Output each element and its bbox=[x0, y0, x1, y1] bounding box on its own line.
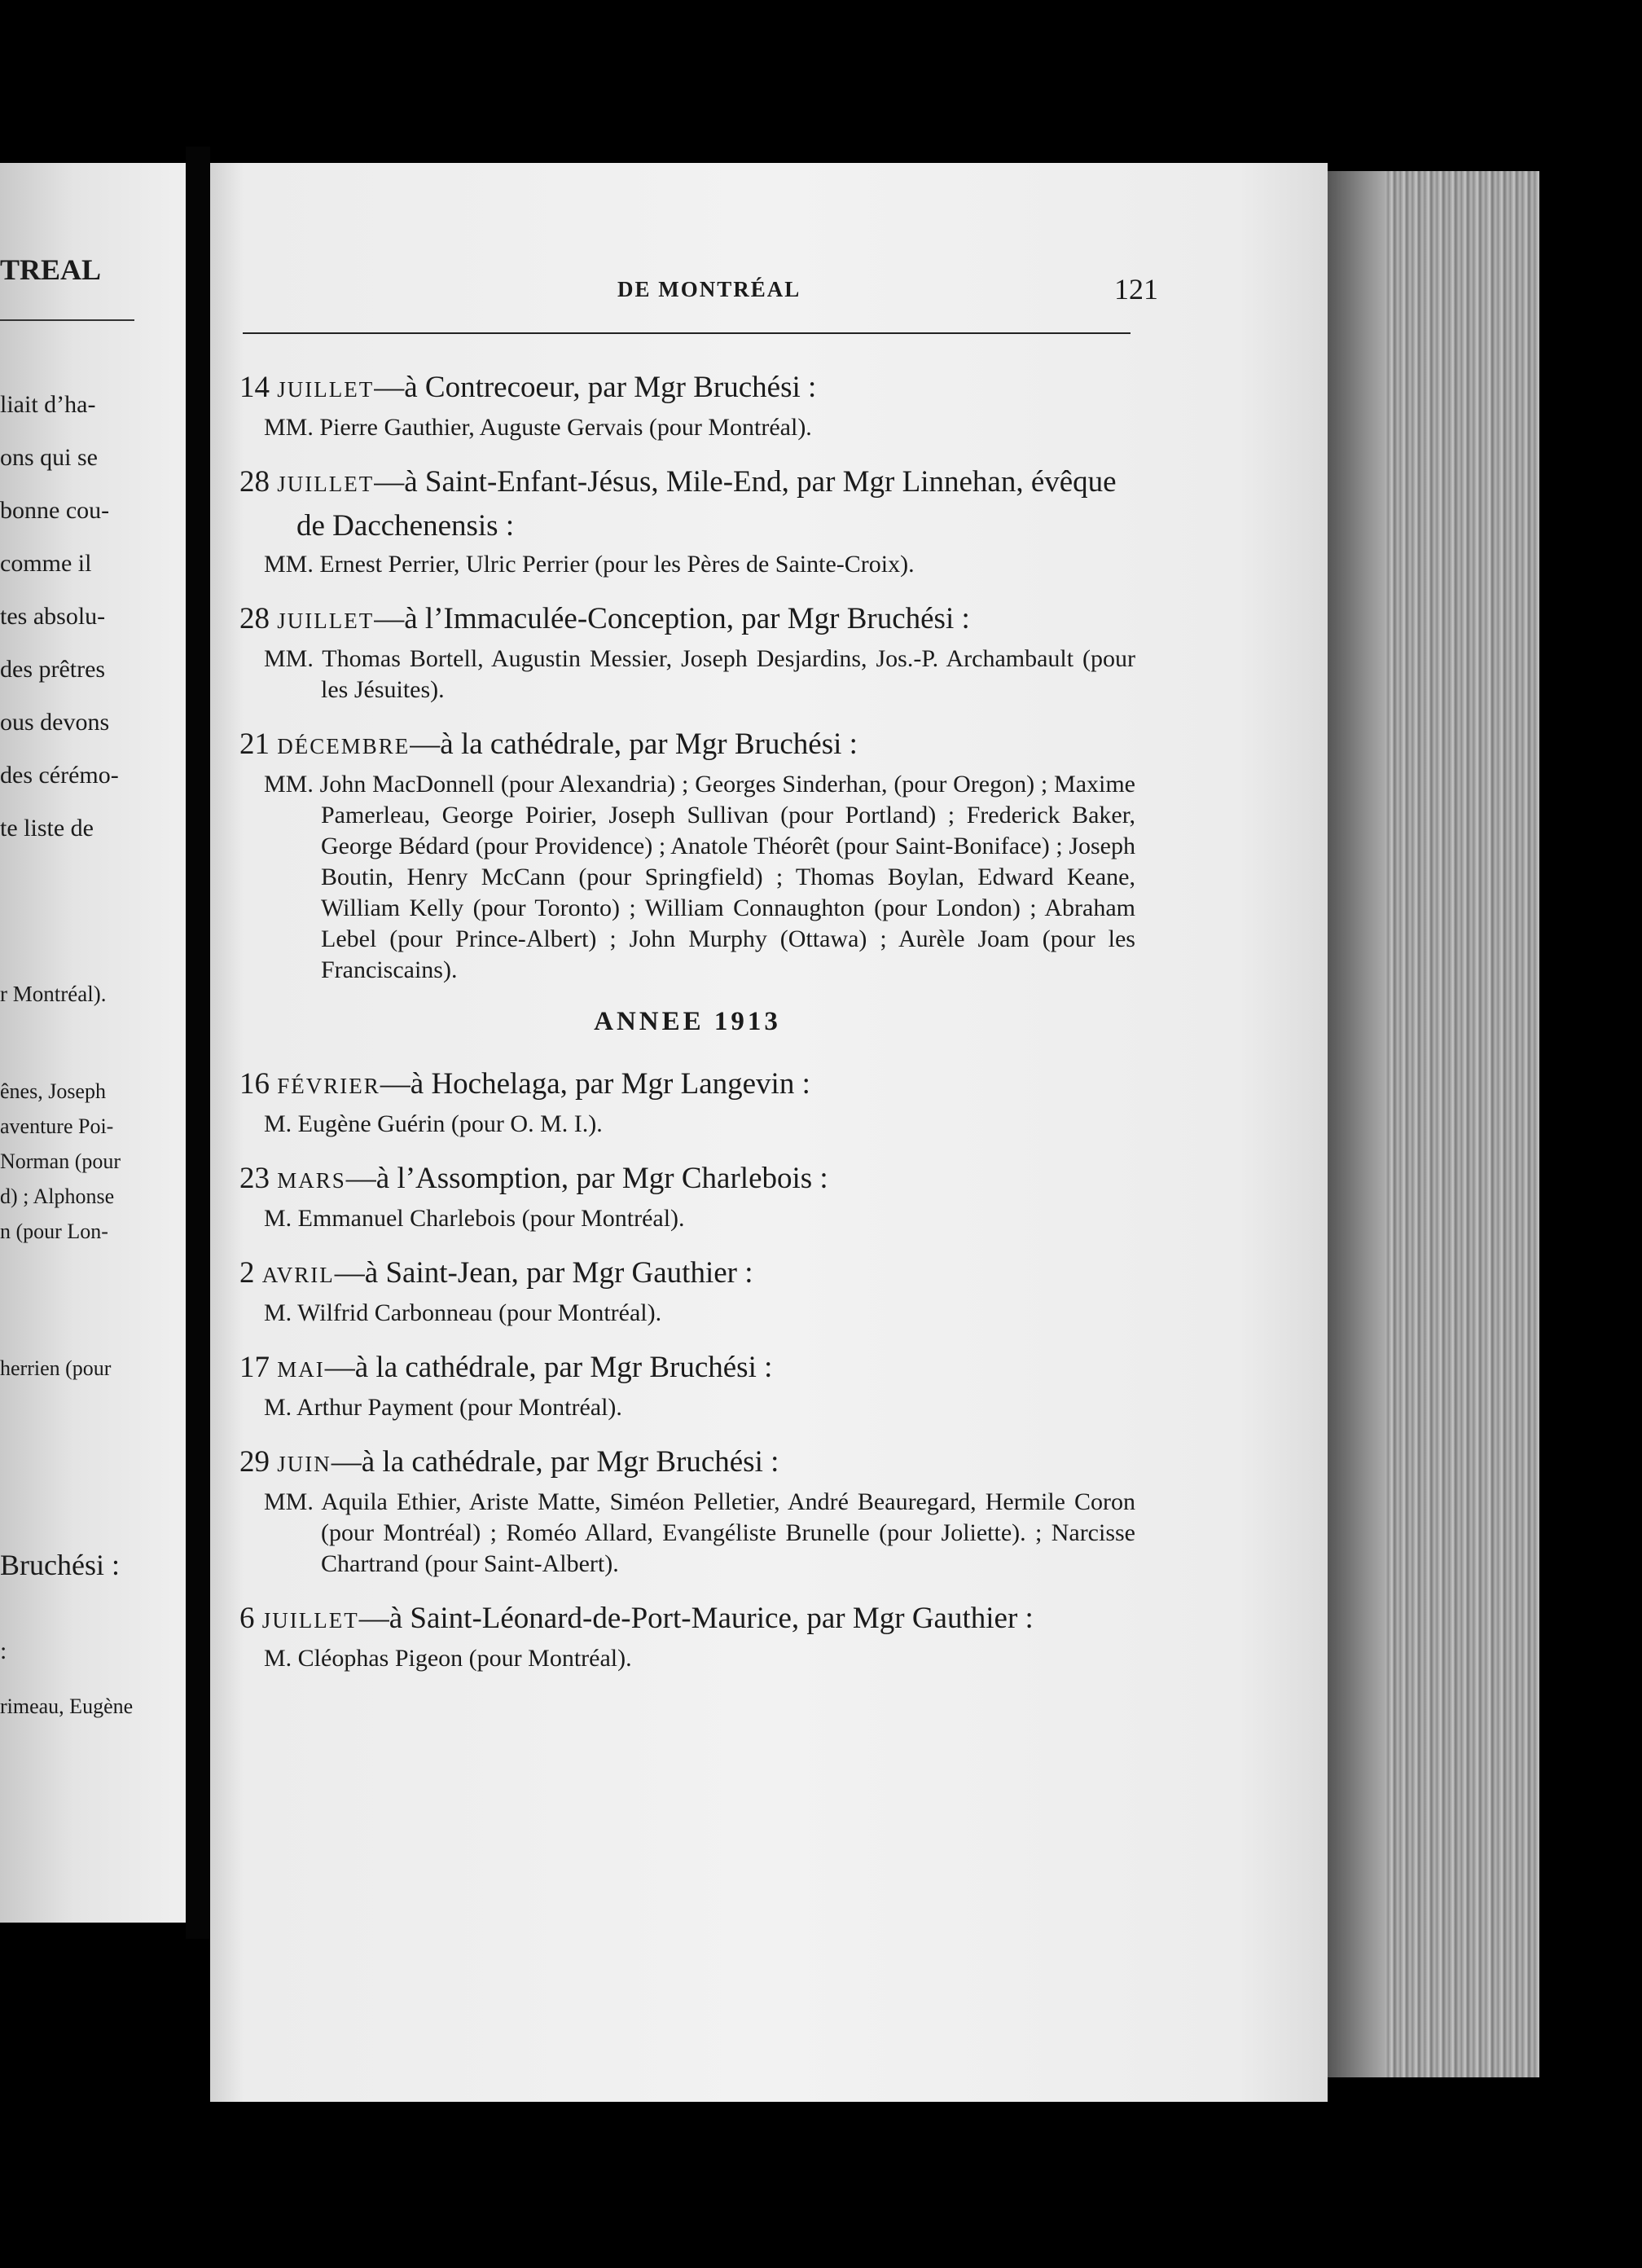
left-page-line: bonne cou- bbox=[0, 497, 110, 524]
entry-month: JUIN bbox=[277, 1452, 331, 1476]
page-edges-shadow bbox=[1328, 171, 1385, 2077]
left-page-line: ênes, Joseph bbox=[0, 1079, 106, 1103]
entry-month: JUILLET bbox=[277, 377, 375, 402]
entry-heading bbox=[239, 1347, 1135, 1391]
header-rule bbox=[243, 332, 1131, 334]
entry-day: 14 bbox=[239, 371, 270, 404]
entry-names: MM. Thomas Bortell, Augustin Messier, Joseph Desjardins, Jos.-P. Archambault (pour les Jésuites). bbox=[264, 645, 1135, 703]
entry-place: —à la cathédrale, par Mgr Bruchési : bbox=[331, 1445, 779, 1479]
entry-heading bbox=[239, 367, 1135, 411]
entry-place: —à la cathédrale, par Mgr Bruchési : bbox=[324, 1351, 773, 1384]
left-page-line: aventure Poi- bbox=[0, 1114, 114, 1138]
entry-place: —à Saint-Enfant-Jésus, Mile-End, par Mgr Linnehan, évêque de Dacchenensis : bbox=[296, 465, 1117, 543]
left-page bbox=[0, 163, 186, 1923]
entry-month: FÉVRIER bbox=[277, 1074, 380, 1098]
entry-day: 23 bbox=[239, 1162, 270, 1195]
entry-day: 21 bbox=[239, 727, 270, 761]
entry-heading bbox=[239, 1063, 1135, 1107]
ordination-entry bbox=[239, 1158, 1135, 1234]
entry-heading bbox=[239, 598, 1135, 642]
left-page-line: des cérémo- bbox=[0, 762, 119, 789]
left-page-line: r Montréal). bbox=[0, 982, 107, 1006]
entries-1912 bbox=[239, 367, 1135, 986]
left-page-line: : bbox=[0, 1637, 7, 1664]
entry-day: 29 bbox=[239, 1445, 270, 1479]
entry-month: JUILLET bbox=[277, 472, 375, 496]
year-heading: ANNEE 1913 bbox=[594, 1007, 781, 1036]
entry-day: 28 bbox=[239, 465, 270, 499]
running-head: DE MONTRÉAL bbox=[617, 277, 801, 301]
ordination-entry bbox=[239, 598, 1135, 705]
ordination-entry bbox=[239, 1598, 1135, 1674]
entry-day: 2 bbox=[239, 1256, 255, 1290]
page-number: 121 bbox=[1114, 273, 1158, 305]
entry-names: M. Emmanuel Charlebois (pour Montréal). bbox=[264, 1205, 685, 1232]
book-gutter bbox=[186, 147, 210, 1939]
ordination-entry bbox=[239, 723, 1135, 986]
left-page-line: ous devons bbox=[0, 709, 110, 736]
ordination-entry bbox=[239, 1441, 1135, 1580]
left-page-line: comme il bbox=[0, 550, 92, 577]
left-page-line: te liste de bbox=[0, 815, 94, 842]
entries-1913 bbox=[239, 1063, 1135, 1674]
left-page-line: Norman (pour bbox=[0, 1149, 121, 1173]
entry-heading bbox=[239, 461, 1135, 547]
entry-heading bbox=[239, 1158, 1135, 1202]
entry-names: M. Eugène Guérin (pour O. M. I.). bbox=[264, 1110, 603, 1137]
left-page-line: des prêtres bbox=[0, 656, 106, 683]
left-page-line: d) ; Alphonse bbox=[0, 1185, 115, 1208]
entry-day: 6 bbox=[239, 1602, 255, 1635]
left-page-line: ons qui se bbox=[0, 444, 98, 471]
entry-names: M. Wilfrid Carbonneau (pour Montréal). bbox=[264, 1299, 662, 1326]
ordination-entry bbox=[239, 461, 1135, 580]
entry-place: —à la cathédrale, par Mgr Bruchési : bbox=[410, 727, 858, 761]
entry-month: MAI bbox=[277, 1357, 325, 1382]
left-page-rule bbox=[0, 319, 134, 321]
left-page-line: herrien (pour bbox=[0, 1356, 112, 1380]
ordination-entry bbox=[239, 1252, 1135, 1329]
entry-names: MM. Aquila Ethier, Ariste Matte, Siméon Pelletier, André Beauregard, Hermile Coron (pour Montréal) ; Roméo Allard, Evangéliste Brunelle (pour Joliette). ; Narcisse Chartrand (pour Saint-Albert). bbox=[264, 1488, 1135, 1577]
left-page-line: liait d’ha- bbox=[0, 391, 96, 418]
left-page-line: Bruchési : bbox=[0, 1549, 120, 1581]
entry-month: AVRIL bbox=[261, 1263, 335, 1287]
entry-names: M. Arthur Payment (pour Montréal). bbox=[264, 1394, 622, 1421]
entry-heading bbox=[239, 1252, 1135, 1296]
entry-place: —à Hochelaga, par Mgr Langevin : bbox=[380, 1067, 810, 1101]
ordination-list bbox=[239, 367, 1135, 1692]
entry-place: —à l’Immaculée-Conception, par Mgr Bruchési : bbox=[374, 602, 970, 635]
entry-day: 17 bbox=[239, 1351, 270, 1384]
entry-month: DÉCEMBRE bbox=[277, 734, 410, 758]
entry-place: —à Saint-Jean, par Mgr Gauthier : bbox=[334, 1256, 753, 1290]
page-header bbox=[243, 273, 1328, 318]
left-page-line: TREAL bbox=[0, 253, 102, 286]
entry-heading bbox=[239, 1598, 1135, 1642]
left-page-line: n (pour Lon- bbox=[0, 1220, 108, 1243]
ordination-entry bbox=[239, 1063, 1135, 1140]
right-page bbox=[210, 163, 1328, 2102]
entry-names: MM. John MacDonnell (pour Alexandria) ; Georges Sinderhan, (pour Oregon) ; Maxime Pamerleau, George Poirier, Joseph Sullivan (pour Portland) ; Frederick Baker, George Bédard (pour Providence) ; Anatole Théorêt (pour Saint-Boniface) ; Joseph Boutin, Henry McCann (pour Springfield) ; Thomas Boylan, Edward Keane, William Kelly (pour Toronto) ; William Connaughton (pour London) ; Abraham Lebel (pour Prince-Albert) ; John Murphy (Ottawa) ; Aurèle Joam (pour les Franciscains). bbox=[264, 771, 1135, 983]
entry-names: MM. Ernest Perrier, Ulric Perrier (pour les Pères de Sainte-Croix). bbox=[264, 551, 915, 578]
entry-place: —à Saint-Léonard-de-Port-Maurice, par Mgr Gauthier : bbox=[358, 1602, 1034, 1635]
left-page-line: tes absolu- bbox=[0, 603, 106, 630]
ordination-entry bbox=[239, 367, 1135, 443]
entry-month: JUILLET bbox=[277, 609, 375, 633]
entry-place: —à l’Assomption, par Mgr Charlebois : bbox=[345, 1162, 828, 1195]
entry-heading bbox=[239, 723, 1135, 767]
entry-month: MARS bbox=[277, 1168, 346, 1193]
entry-day: 28 bbox=[239, 602, 270, 635]
entry-day: 16 bbox=[239, 1067, 270, 1101]
entry-heading bbox=[239, 1441, 1135, 1485]
entry-month: JUILLET bbox=[261, 1608, 359, 1633]
entry-place: —à Contrecoeur, par Mgr Bruchési : bbox=[374, 371, 817, 404]
left-page-line: rimeau, Eugène bbox=[0, 1694, 134, 1718]
entry-names: M. Cléophas Pigeon (pour Montréal). bbox=[264, 1645, 632, 1672]
entry-names: MM. Pierre Gauthier, Auguste Gervais (pour Montréal). bbox=[264, 414, 812, 441]
ordination-entry bbox=[239, 1347, 1135, 1423]
